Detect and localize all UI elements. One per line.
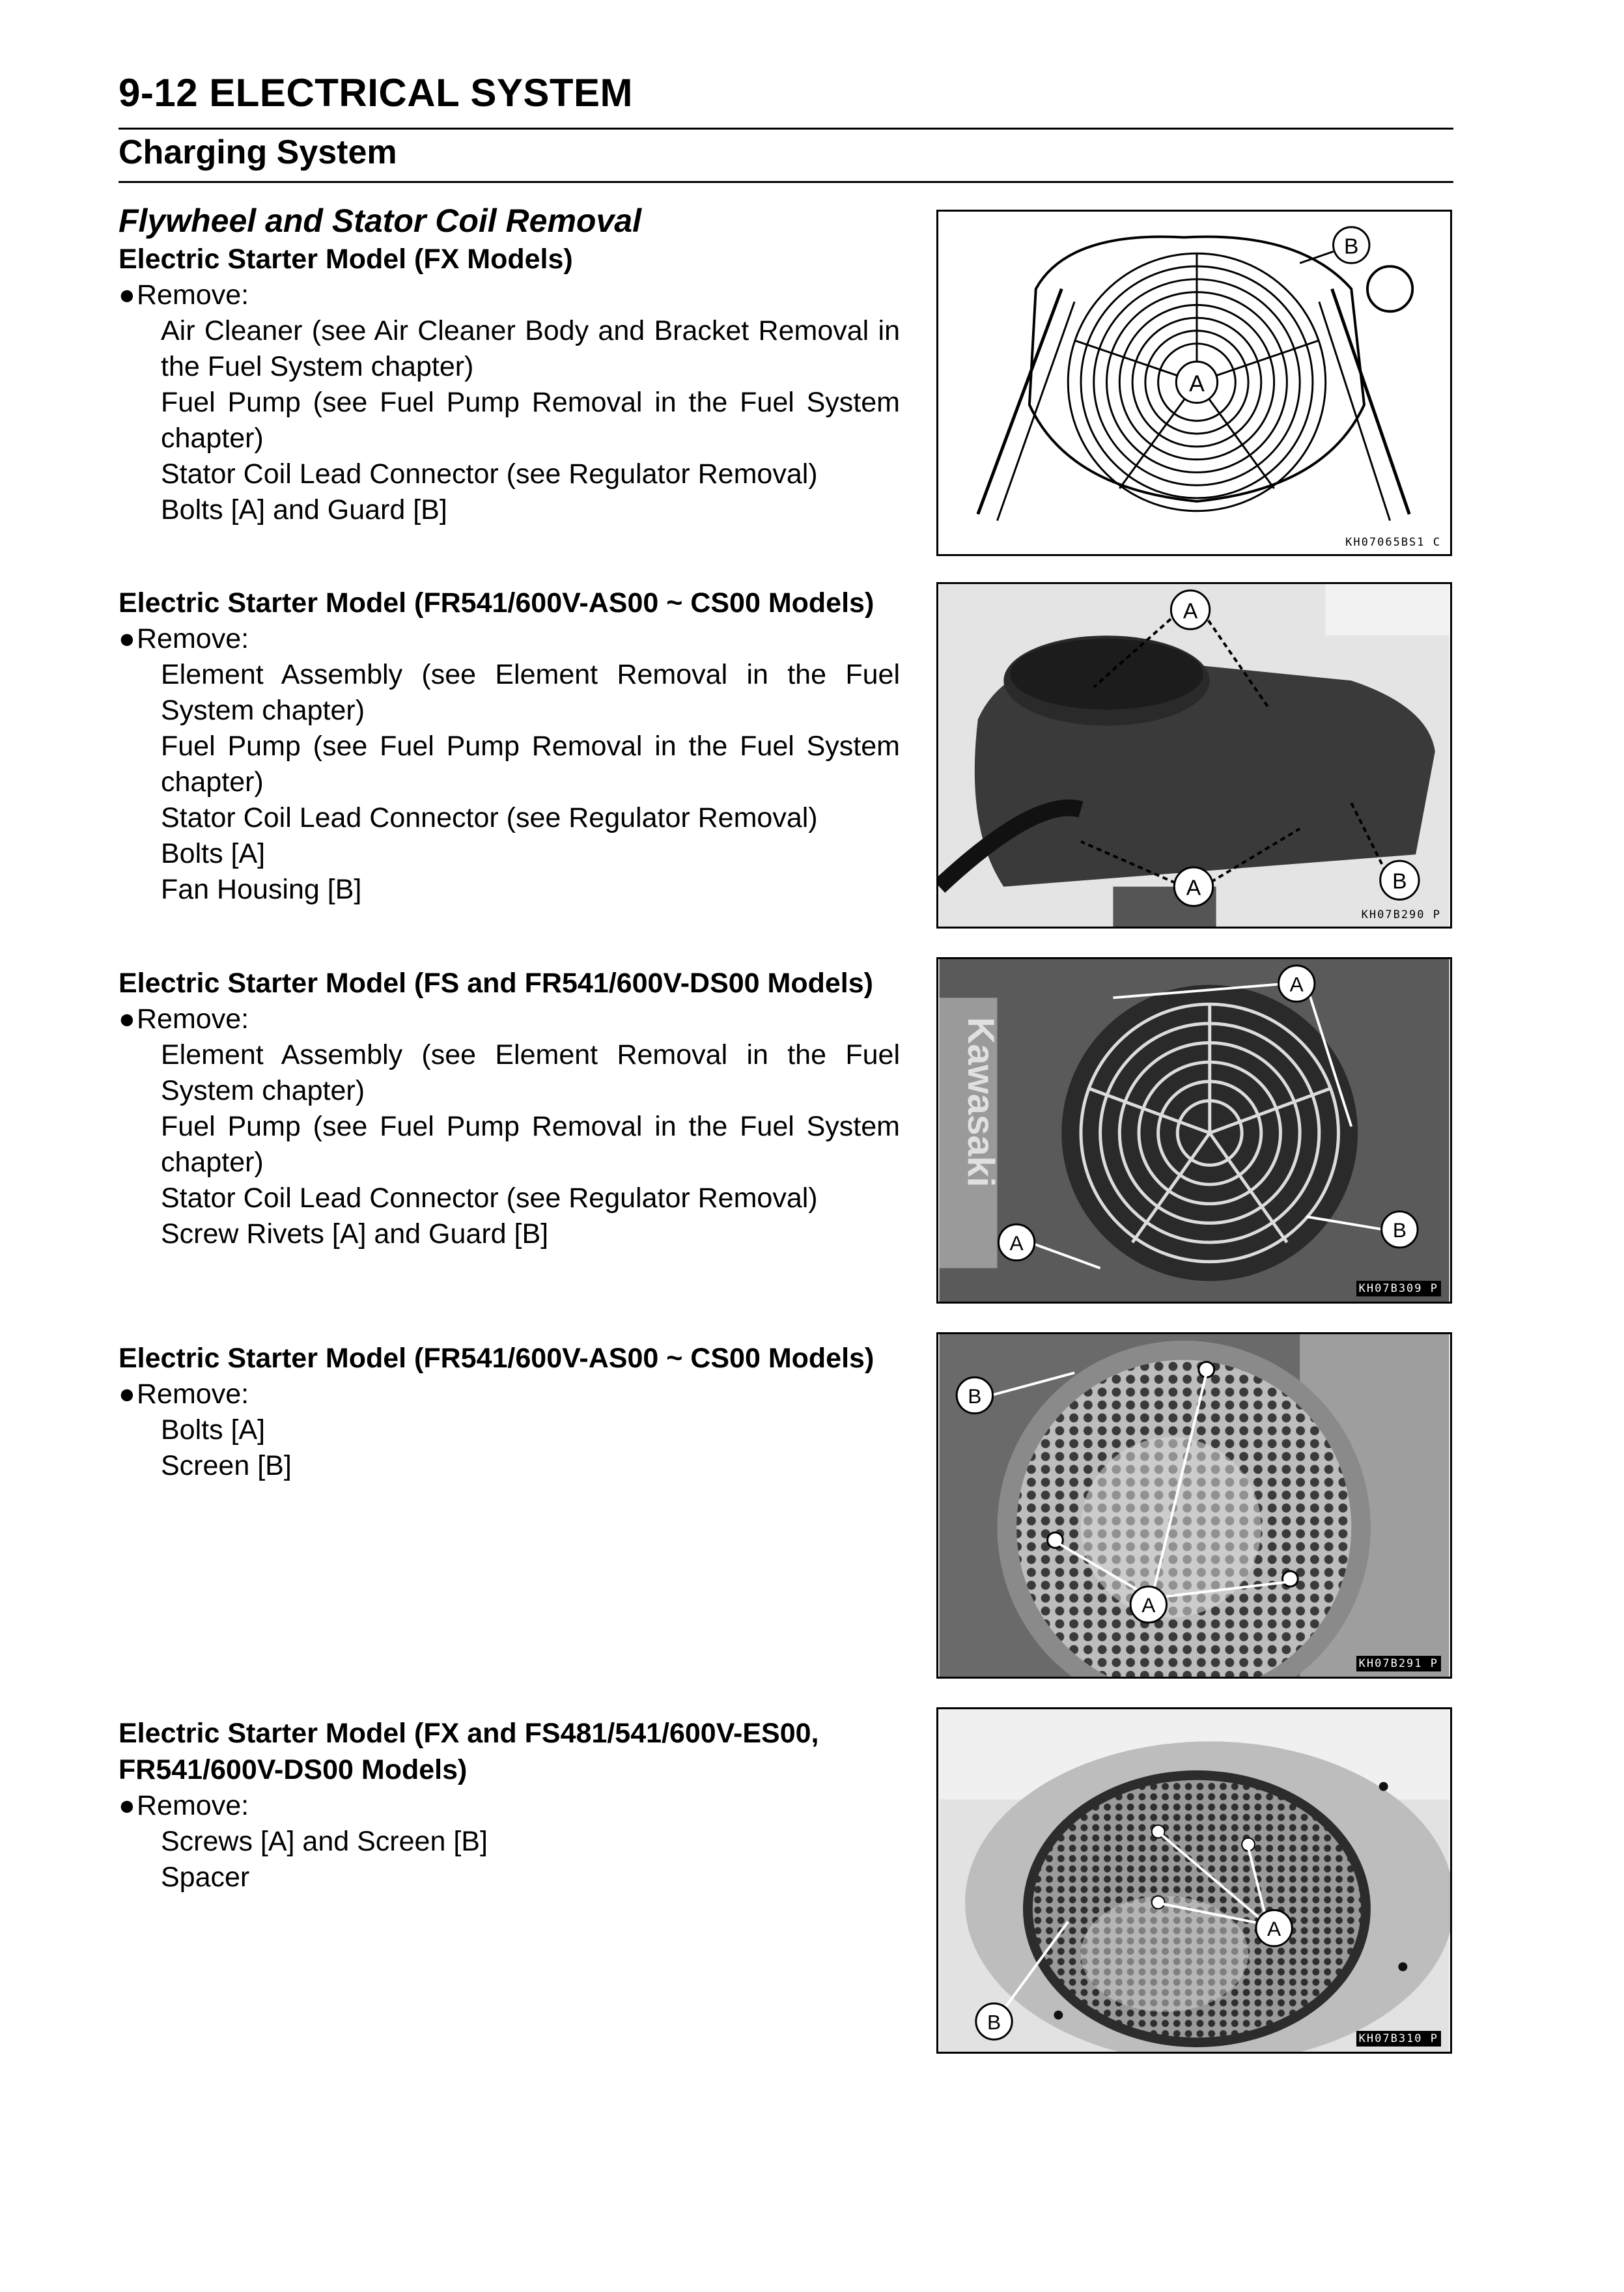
figure-guard-photo — [936, 957, 1452, 1304]
procedure-block-fs-ds00 — [119, 965, 900, 1252]
bullet-dot-icon: ● — [119, 1378, 135, 1410]
bullet-dot-icon: ● — [119, 1790, 135, 1821]
procedure-block-fx — [119, 201, 900, 528]
list-item: Screws [A] and Screen [B] — [161, 1826, 488, 1857]
fan-housing-photo-icon — [938, 584, 1450, 927]
list-item: Fan Housing [B] — [161, 874, 362, 905]
list-item: Spacer — [161, 1862, 250, 1893]
figure-code: KH07B291 P — [1356, 1656, 1441, 1671]
screen-photo-icon — [938, 1334, 1450, 1677]
header-rule — [119, 128, 1453, 130]
bullet-dot-icon: ● — [119, 1003, 135, 1035]
remove-bullet: ●Remove: — [119, 1788, 900, 1824]
topic-title: Flywheel and Stator Coil Removal — [119, 203, 641, 239]
procedure-block-screen-as00 — [119, 1340, 900, 1484]
model-heading: Electric Starter Model (FR541/600V-AS00 ~ CS00 Models) — [119, 587, 875, 619]
model-heading: Electric Starter Model (FS and FR541/600V-DS00 Models) — [119, 968, 873, 999]
figure-code: KH07B290 P — [1361, 908, 1441, 921]
model-heading: Electric Starter Model (FX Models) — [119, 244, 573, 275]
figure-code: KH07065BS1 C — [1345, 536, 1441, 549]
list-item: Fuel Pump (see Fuel Pump Removal in the Fuel System chapter) — [161, 731, 900, 798]
list-item: Fuel Pump (see Fuel Pump Removal in the Fuel System chapter) — [161, 1111, 900, 1178]
svg-text:A: A — [1141, 1593, 1156, 1617]
figure-code: KH07B310 P — [1356, 2031, 1441, 2047]
fan-guard-drawing-icon — [938, 212, 1450, 554]
svg-text:B: B — [1392, 1218, 1407, 1242]
svg-text:B: B — [1344, 234, 1359, 259]
svg-text:A: A — [1186, 876, 1201, 901]
svg-text:B: B — [968, 1384, 982, 1408]
svg-text:B: B — [1392, 869, 1407, 894]
model-heading: Electric Starter Model (FX and FS481/541/600V-ES00, FR541/600V-DS00 Models) — [119, 1718, 819, 1785]
remove-bullet: ●Remove: — [119, 277, 900, 313]
list-item: Stator Coil Lead Connector (see Regulator Removal) — [161, 1182, 818, 1214]
svg-text:A: A — [1009, 1231, 1024, 1255]
list-item: Screen [B] — [161, 1450, 292, 1481]
figure-screen-screws-photo — [936, 1707, 1452, 2054]
list-item: Air Cleaner (see Air Cleaner Body and Bracket Removal in the Fuel System chapter) — [161, 315, 900, 382]
remove-bullet: ●Remove: — [119, 1001, 900, 1037]
section-rule — [119, 181, 1453, 183]
brand-label: Kawasaki — [959, 1016, 1001, 1188]
list-item: Fuel Pump (see Fuel Pump Removal in the Fuel System chapter) — [161, 387, 900, 454]
section-title: Charging System — [119, 133, 397, 171]
svg-text:A: A — [1267, 1917, 1281, 1941]
list-item: Element Assembly (see Element Removal in the Fuel System chapter) — [161, 659, 900, 726]
svg-text:A: A — [1189, 370, 1205, 397]
procedure-block-screen-es00 — [119, 1715, 900, 1895]
list-item: Bolts [A] and Guard [B] — [161, 494, 447, 525]
list-item: Bolts [A] — [161, 838, 266, 869]
procedure-block-fr-as00 — [119, 585, 900, 908]
remove-bullet: ●Remove: — [119, 1377, 900, 1412]
svg-text:A: A — [1183, 599, 1198, 624]
svg-text:A: A — [1289, 972, 1304, 996]
bullet-dot-icon: ● — [119, 279, 135, 311]
list-item: Screw Rivets [A] and Guard [B] — [161, 1218, 549, 1250]
figure-screen-photo — [936, 1332, 1452, 1679]
list-item: Bolts [A] — [161, 1414, 266, 1446]
list-item: Element Assembly (see Element Removal in the Fuel System chapter) — [161, 1039, 900, 1106]
guard-photo-icon — [938, 959, 1450, 1302]
screen-screws-photo-icon — [938, 1709, 1450, 2052]
figure-code: KH07B309 P — [1356, 1281, 1441, 1296]
figure-fan-housing-photo — [936, 582, 1452, 929]
remove-bullet: ●Remove: — [119, 621, 900, 657]
svg-text:B: B — [987, 2010, 1001, 2034]
model-heading: Electric Starter Model (FR541/600V-AS00 ~ CS00 Models) — [119, 1343, 875, 1374]
bullet-dot-icon: ● — [119, 623, 135, 654]
page-header: 9-12 ELECTRICAL SYSTEM — [119, 71, 634, 115]
figure-fan-guard-drawing — [936, 210, 1452, 556]
list-item: Stator Coil Lead Connector (see Regulator Removal) — [161, 458, 818, 490]
list-item: Stator Coil Lead Connector (see Regulator Removal) — [161, 802, 818, 833]
